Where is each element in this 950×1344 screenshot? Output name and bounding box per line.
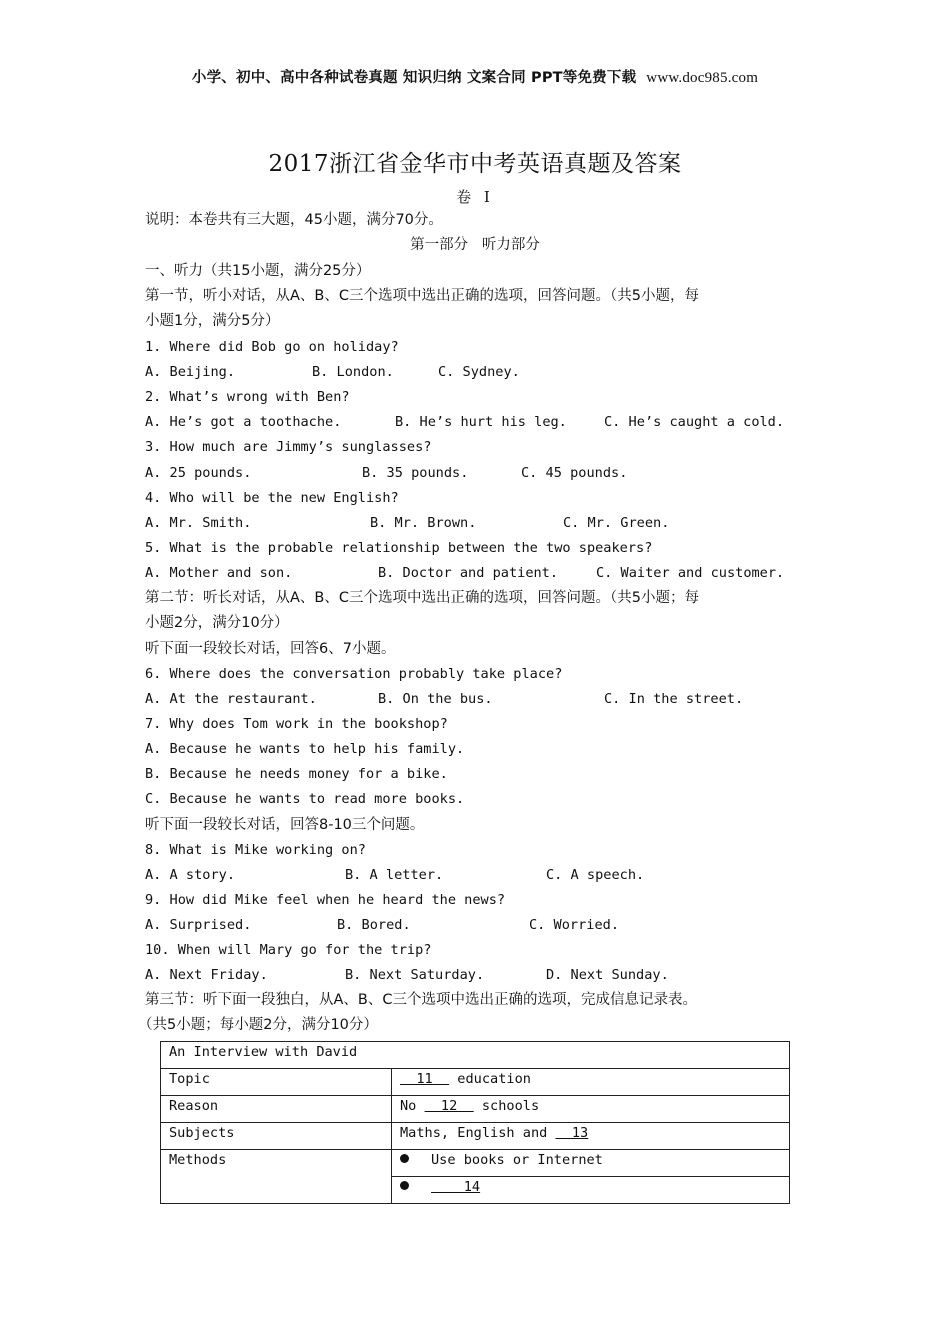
reason-post: schools [473,1098,540,1114]
q1-option-b: B. London. [312,364,394,380]
q4-option-b: B. Mr. Brown. [370,515,477,531]
banner-url[interactable]: www.doc985.com [646,70,759,86]
bullet-icon [400,1154,409,1163]
question-10: 10. When will Mary go for the trip? [145,942,432,958]
q2-option-c: C. He’s caught a cold. [604,414,785,430]
q6-option-b: B. On the bus. [378,691,493,707]
question-1: 1. Where did Bob go on holiday? [145,339,399,355]
row-value-subjects [392,1123,790,1150]
question-3: 3. How much are Jimmy’s sunglasses? [145,439,432,455]
question-7: 7. Why does Tom work in the bookshop? [145,716,448,732]
q5-option-b: B. Doctor and patient. [378,565,559,581]
q6-option-a: A. At the restaurant. [145,691,317,707]
row-label-subjects: Subjects [161,1123,392,1150]
instructions: 说明：本卷共有三大题，45小题，满分70分。 [145,212,443,228]
method-item [392,1177,790,1204]
part-heading: 第一部分 听力部分 [410,237,540,253]
subsection1-line2: 小题1分，满分5分） [145,313,280,329]
row-label-methods: Methods [161,1150,392,1204]
q10-option-a: A. Next Friday. [145,967,268,983]
q8-option-b: B. A letter. [345,867,444,883]
question-2: 2. What’s wrong with Ben? [145,389,350,405]
q7-option-b: B. Because he needs money for a bike. [145,766,448,782]
method-item [392,1150,790,1177]
q1-option-c: C. Sydney. [438,364,520,380]
q5-option-a: A. Mother and son. [145,565,293,581]
q9-option-b: B. Bored. [337,917,411,933]
q10-option-c: D. Next Sunday. [546,967,669,983]
q2-option-a: A. He’s got a toothache. [145,414,342,430]
q7-option-a: A. Because he wants to help his family. [145,741,465,757]
subsection2-intro-b: 听下面一段较长对话，回答8-10三个问题。 [145,817,425,833]
volume-label: 卷 I [456,188,494,206]
q7-option-c: C. Because he wants to read more books. [145,791,465,807]
interview-record-table [160,1041,790,1204]
subsection2-line1: 第二节：听长对话，从A、B、C三个选项中选出正确的选项，回答问题。（共5小题；每 [145,590,699,606]
subsection2-intro-a: 听下面一段较长对话，回答6、7小题。 [145,641,396,657]
q3-option-c: C. 45 pounds. [521,465,628,481]
table-row [161,1123,790,1150]
question-4: 4. Who will be the new English? [145,490,399,506]
q3-option-b: B. 35 pounds. [362,465,469,481]
subjects-pre: Maths, English and [400,1125,556,1141]
subsection3-line2: （共5小题；每小题2分，满分10分） [138,1017,378,1033]
q5-option-c: C. Waiter and customer. [596,565,785,581]
q4-option-a: A. Mr. Smith. [145,515,252,531]
table-row [161,1150,790,1177]
topic-post: education [449,1071,531,1087]
question-9: 9. How did Mike feel when he heard the news? [145,892,506,908]
row-value-reason [392,1096,790,1123]
table-row [161,1069,790,1096]
table-header-row [161,1042,790,1069]
question-8: 8. What is Mike working on? [145,842,366,858]
question-6: 6. Where does the conversation probably take place? [145,666,563,682]
blank-12: 12 [424,1098,474,1114]
reason-pre: No [400,1098,425,1114]
method-1-text: Use books or Internet [431,1152,603,1168]
blank-11: 11 [400,1071,450,1087]
q8-option-a: A. A story. [145,867,236,883]
q2-option-b: B. He’s hurt his leg. [395,414,567,430]
q1-option-a: A. Beijing. [145,364,236,380]
q6-option-c: C. In the street. [604,691,744,707]
subsection1-line1: 第一节，听小对话，从A、B、C三个选项中选出正确的选项，回答问题。（共5小题，每 [145,288,699,304]
q8-option-c: C. A speech. [546,867,645,883]
q3-option-a: A. 25 pounds. [145,465,252,481]
subsection2-line2: 小题2分，满分10分） [145,615,289,631]
blank-14: 14 [431,1179,481,1195]
bullet-icon [400,1181,409,1190]
subsection3-line1: 第三节：听下面一段独白，从A、B、C三个选项中选出正确的选项，完成信息记录表。 [145,992,697,1008]
q9-option-c: C. Worried. [529,917,620,933]
q9-option-a: A. Surprised. [145,917,252,933]
q10-option-b: B. Next Saturday. [345,967,485,983]
banner-text: 小学、初中、高中各种试卷真题 知识归纳 文案合同 PPT等免费下载 [191,70,637,86]
table-header: An Interview with David [161,1042,790,1069]
row-value-topic [392,1069,790,1096]
table-row [161,1096,790,1123]
row-label-reason: Reason [161,1096,392,1123]
blank-13: 13 [555,1125,589,1141]
question-5: 5. What is the probable relationship between the two speakers? [145,540,653,556]
q4-option-c: C. Mr. Green. [563,515,670,531]
page-title: 2017浙江省金华市中考英语真题及答案 [268,151,682,177]
section-heading: 一、听力（共15小题，满分25分） [145,263,371,279]
site-banner [0,66,950,87]
row-label-topic: Topic [161,1069,392,1096]
